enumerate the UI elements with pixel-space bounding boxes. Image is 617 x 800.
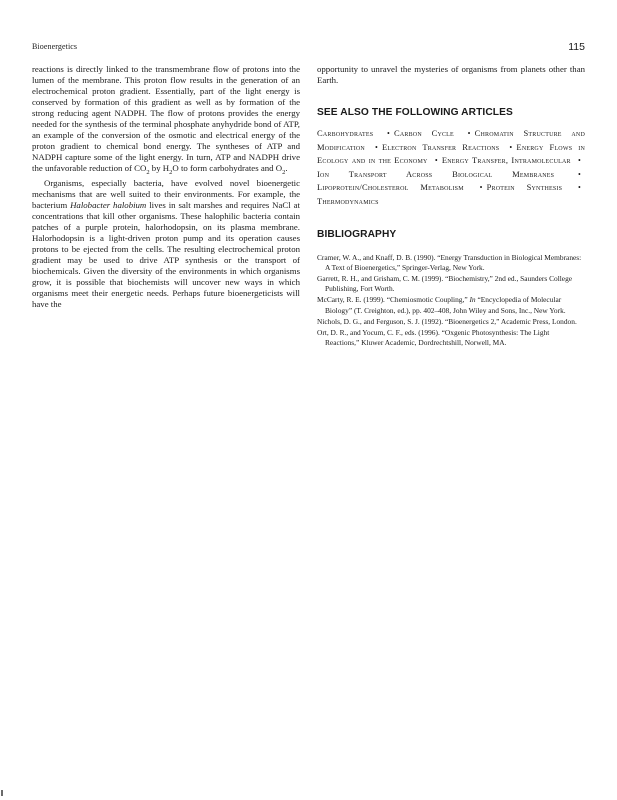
bibliography-entry: Nichols, D. G., and Ferguson, S. J. (1992). “Bioenergetics 2,” Academic Press, London. [317,316,577,326]
see-also-article-link[interactable]: Protein Synthesis [486,182,563,193]
see-also-article-link[interactable]: Energy Transfer, Intramolecular [441,155,571,166]
see-also-article-link[interactable]: Carbohydrates [317,128,374,138]
body-paragraph-2: Organisms, especially bacteria, have evolved novel bioenergetic mechanisms that are well suited to their environments. For example, the bacterium Halobacter halobium lives in salt marshes and requires NaCl at concentrations that kill other organisms. These halophilic bacteria contain patches of a purple protein, halorhodopsin, on its plasma membrane. Halorhodopsin is a light-driven proton pump and its operation causes protons to be ejected from the cells. The resulting electrochemical proton gradient may be used to drive ATP synthesis or the transport of biochemicals. Given the diversity of the environments in which organisms grow, it is possible that biochemists will uncover new ways in which organisms meet their energetic needs. Perhaps future bioenergeticists will have the [32,177,301,309]
bibliography-entry: McCarty, R. E. (1999). “Chemiosmotic Coupling,” In “Encyclopedia of Molecular Biology” (T. Creighton, ed.), pp. 402–408, John Wiley and Sons, Inc., New York. [317,295,566,315]
bullet-separator: • [467,129,471,138]
bibliography-entry: Ort, D. R., and Yocum, C. F., eds. (1996). “Oxgenic Photosynthesis: The Light Reactions,” Kluwer Academic, Dordrechtshill, Norwell, MA. [317,327,550,348]
bullet-separator: • [509,142,513,152]
see-also-article-link[interactable]: Chromatin Structure and Modification [317,128,585,152]
bullet-separator: • [434,156,438,166]
bibliography-entry: Cramer, W. A., and Knaff, D. B. (1990). “Energy Transduction in Biological Membranes: A Text of Bioenergetics,” Springer-Verlag, New York. [317,252,582,272]
left-column [32,64,300,310]
bullet-separator: • [577,169,581,179]
see-also-article-link[interactable]: Thermodynamics [317,195,379,206]
see-also-article-link[interactable]: Electron Transfer Reactions [382,141,500,152]
page-number: 115 [568,41,585,53]
bullet-separator: • [578,156,582,166]
species-name: Halobacter halobium [70,199,147,210]
bullet-separator: • [375,142,379,152]
scan-margin-mark [1,790,3,796]
body-continuation: opportunity to unravel the mysteries of organisms from planets other than Earth. [317,64,585,85]
see-also-article-link[interactable]: Ion Transport Across Biological Membranes [317,168,555,179]
bibliography-entry: Garrett, R. H., and Grisham, C. M. (1999). “Biochemistry,” 2nd ed., Saunders College Publishing, Fort Worth. [317,273,573,294]
bibliography-heading: BIBLIOGRAPHY [317,228,397,240]
bullet-separator: • [386,129,390,138]
bibliography-list [317,253,585,349]
running-head: Bioenergetics [32,42,78,51]
see-also-heading: SEE ALSO THE FOLLOWING ARTICLES [317,107,513,118]
see-also-article-link[interactable]: Carbon Cycle [394,128,454,138]
see-also-list [317,127,585,209]
right-column [317,64,585,349]
see-also-article-link[interactable]: Energy Flows in Ecology and in the Economy [317,141,586,166]
body-paragraph-1 [32,64,300,178]
bullet-separator: • [479,183,483,193]
bullet-separator: • [578,183,582,193]
see-also-article-link[interactable]: Lipoprotein/Cholesterol Metabolism [317,182,464,193]
paragraph-1-text: reactions is directly linked to the transmembrane flow of protons into the lumen of the membrane. This proton flow results in the generation of an electrochemical proton gradient. Essentially, part of the light energy is conserved by formation of this gradient as well as by formation of the strong reducing agent NADPH. The flow of protons provides the energy needed for the synthesis of the terminal phosphate anyhydride bond of ATP, an example of the conversion of the osmotic and electrical energy of the proton gradient to chemical bond energy. The syntheses of ATP and NADPH capture some of the light energy. In turn, ATP and NADPH drive the unfavorable reduction of [32,64,300,173]
paragraph-1-formula: $CO_2$ by $H_2O$ to form carbohydrates and $O_2$. [134,163,288,176]
